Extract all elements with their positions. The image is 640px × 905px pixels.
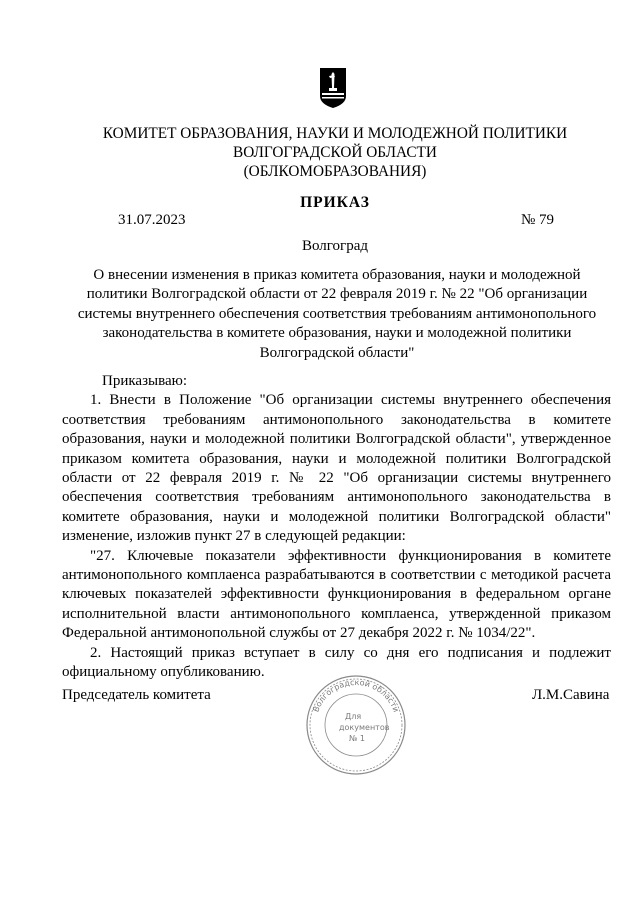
stamp-line-3: № 1 [349, 734, 365, 743]
organization-name [60, 124, 610, 181]
order-title: ПРИКАЗ [300, 194, 370, 211]
org-line-1: КОМИТЕТ ОБРАЗОВАНИЯ, НАУКИ И МОЛОДЕЖНОЙ ПОЛИТИКИ [102, 125, 568, 142]
stamp-line-1: Для [345, 712, 362, 721]
stamp-ring-text [311, 678, 400, 713]
signer-title: Председатель комитета [62, 687, 211, 703]
paragraph-3: 2. Настоящий приказ вступает в силу со дня его подписания и подлежит официальному опубликованию. [62, 644, 611, 681]
order-subject: О внесении изменения в приказ комитета образования, науки и молодежной политики Волгоградской области от 22 февраля 2019 г. № 22 "Об организации системы внутреннего обеспечения соответствия требованиям антимонопольного законодательства в комитете образования, науки и молодежной политики Волгоградской области" [77, 267, 597, 361]
order-word: Приказываю: [102, 373, 187, 389]
order-number: № 79 [521, 212, 555, 228]
stamp-line-2: документов [339, 723, 390, 732]
paragraph-2: "27. Ключевые показатели эффективности функционирования в комитете антимонопольного комплаенса разрабатываются в соответствии с методикой расчета ключевых показателей эффективности функционирования в федеральном органе исполнительной власти антимонопольного комплаенса, утвержденной приказом Федеральной антимонопольной службы от 27 декабря 2022 г. № 1034/22". [62, 547, 611, 642]
coat-of-arms-icon [318, 66, 348, 109]
signer-name: Л.М.Савина [532, 687, 610, 703]
org-line-3: (ОБЛКОМОБРАЗОВАНИЯ) [243, 163, 427, 180]
paragraph-1: 1. Внести в Положение "Об организации системы внутреннего обеспечения соответствия требованиям антимонопольного законодательства в комитете образования, науки и молодежной политики Волгоградской области", утвержденное приказом комитета образования, науки и молодежной политики Волгоградской области от 22 февраля 2019 г. № 22 "Об организации системы внутреннего обеспечения соответствия требованиям антимонопольного законодательства в комитете образования, науки и молодежной политики Волгоградской области" изменение, изложив пункт 27 в следующей редакции: [62, 392, 611, 545]
order-body [62, 372, 611, 683]
stamp-ring-path: Волгоградской области [311, 677, 401, 714]
org-line-2: ВОЛГОГРАДСКОЙ ОБЛАСТИ [233, 144, 437, 161]
order-date: 31.07.2023 [118, 212, 186, 228]
official-stamp [303, 673, 409, 777]
order-city: Волгоград [301, 238, 368, 254]
